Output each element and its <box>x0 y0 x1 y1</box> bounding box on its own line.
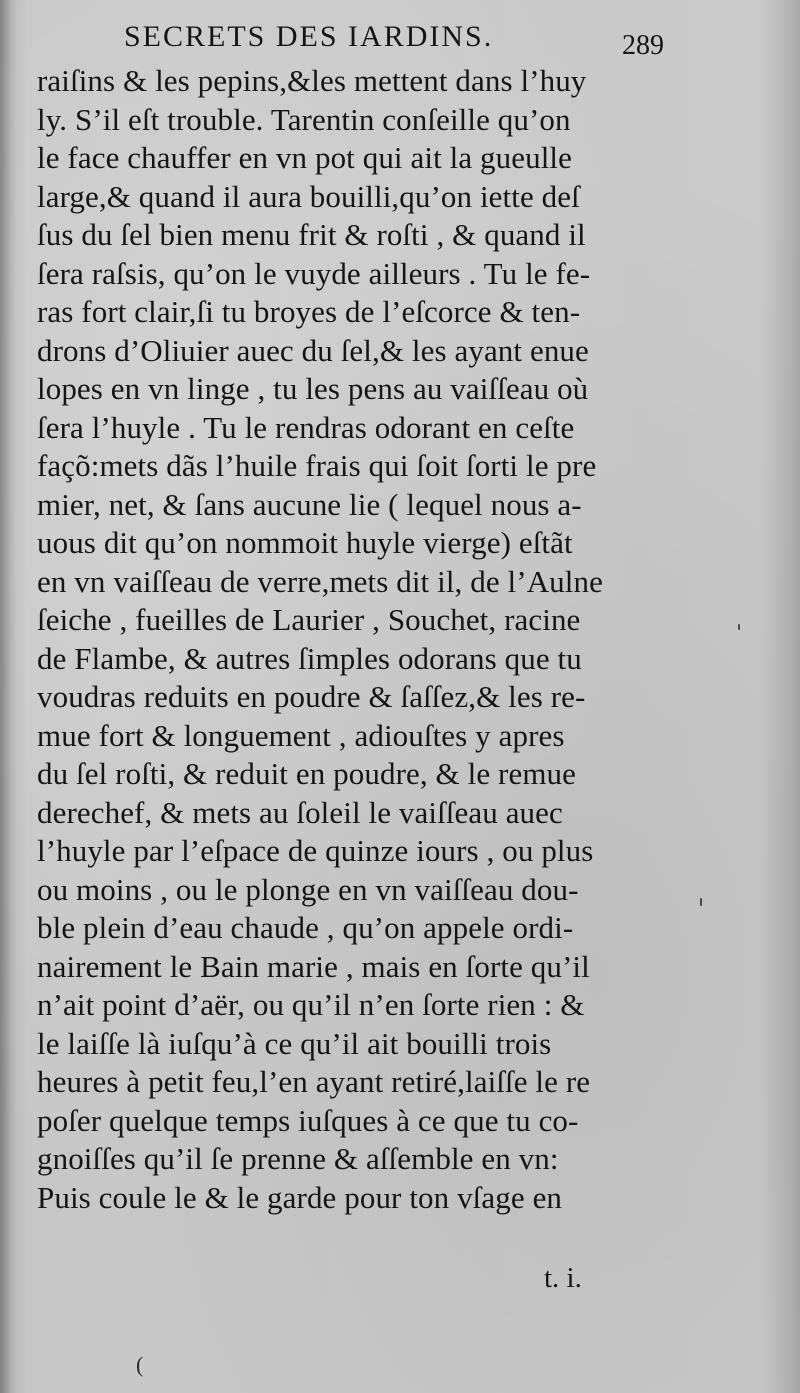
text-line: Puis coule le & le garde pour ton vſage en <box>37 1179 563 1215</box>
text-line: gnoiſſes qu’il ſe prenne & aſſemble en vn: <box>37 1141 559 1176</box>
text-line: le laiſſe là iuſqu’à ce qu’il ait bouilli trois <box>37 1025 552 1061</box>
text-line: façõ:mets dãs l’huile frais qui ſoit ſorti le pre <box>37 448 597 483</box>
body-text <box>37 62 687 1217</box>
text-line: voudras reduits en poudre & ſaſſez,& les re- <box>37 679 586 714</box>
running-head: SECRETS DES IARDINS. <box>124 20 494 53</box>
text-line: le face chauffer en vn pot qui ait la gueulle <box>37 140 572 175</box>
text-line: ou moins , ou le plonge en vn vaiſſeau dou- <box>37 871 579 907</box>
text-line: ble plein d’eau chaude , qu’on appele ordi- <box>37 910 574 945</box>
text-line: l’huyle par l’eſpace de quinze iours , ou plus <box>37 833 594 868</box>
text-line: nairement le Bain marie , mais en ſorte qu’il <box>37 948 590 984</box>
text-line: ſera l’huyle . Tu le rendras odorant en ceſte <box>37 409 575 445</box>
text-line: ras fort clair,ſi tu broyes de l’eſcorce & ten- <box>37 294 581 329</box>
page-number: 289 <box>622 30 664 61</box>
text-line: ſera raſsis, qu’on le vuyde ailleurs . Tu le fe- <box>37 255 591 291</box>
text-line: du ſel roſti, & reduit en poudre, & le remue <box>37 756 576 791</box>
text-line: mue fort & longuement , adiouſtes y apres <box>37 717 565 753</box>
stray-mark: ( <box>136 1352 144 1377</box>
catchword: t. i. <box>544 1262 582 1294</box>
text-line: lopes en vn linge , tu les pens au vaiſſeau où <box>37 371 589 406</box>
text-line: derechef, & mets au ſoleil le vaiſſeau auec <box>37 794 563 830</box>
text-line: de Flambe, & autres ſimples odorans que tu <box>37 640 582 676</box>
text-line: n’ait point d’aër, ou qu’il n’en ſorte rien : & <box>37 987 585 1022</box>
text-line: mier, net, & ſans aucune lie ( lequel nous a- <box>37 486 582 522</box>
text-line: heures à petit feu,l’en ayant retiré,laiſſe le re <box>37 1064 591 1099</box>
text-line: uous dit qu’on nommoit huyle vierge) eſtãt <box>37 525 573 560</box>
text-line: poſer quelque temps iuſques à ce que tu co- <box>37 1102 579 1138</box>
text-line: large,& quand il aura bouilli,qu’on iette deſ <box>37 178 580 214</box>
ink-speck <box>738 624 740 630</box>
ink-speck <box>700 898 702 906</box>
text-line: ſeiche , fueilles de Laurier , Souchet, racine <box>37 602 581 637</box>
text-line: en vn vaiſſeau de verre,mets dit il, de l’Aulne <box>37 563 603 599</box>
text-line: ſus du ſel bien menu frit & roſti , & quand il <box>37 217 586 252</box>
gutter-shadow <box>0 0 16 1393</box>
text-line: drons d’Oliuier auec du ſel,& les ayant enue <box>37 332 589 368</box>
text-line: raiſins & les pepins,&les mettent dans l’huy <box>37 63 587 98</box>
text-line: ly. S’il eſt trouble. Tarentin conſeille qu’on <box>37 101 571 137</box>
